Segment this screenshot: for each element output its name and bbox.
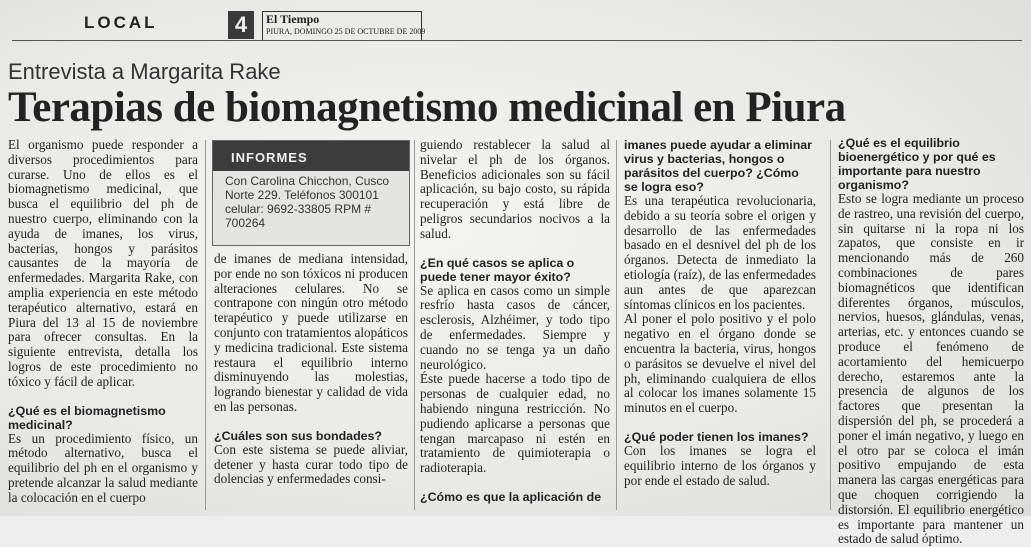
page-number: 4 — [228, 11, 254, 39]
dateline: PIURA, DOMINGO 25 DE OCTUBRE DE 2009 — [266, 27, 426, 36]
article-title: Terapias de biomagnetismo medicinal en Piura — [8, 84, 846, 131]
answer-paragraph: Al poner el polo positivo y el polo negativo en el órgano donde se encuentra la bacteria, virus, hongos o parásitos se devuelve el nivel del ph, eliminando cualquiera de ellos al colocar los imanes solamente 15 minutos en el cuerpo. — [624, 311, 816, 416]
answer-paragraph: Es un procedimiento físico, un método alternativo, busca el equilibrio del ph en el organismo y pretende alcanzar la salud mediante la colocación en el cuerpo — [8, 430, 198, 505]
paper-name: El Tiempo — [266, 12, 320, 26]
body-paragraph: guiendo restablecer la salud al nivelar el ph de los órganos. Beneficios adicionales son su fácil aplicación, su bajo costo, su rápida recuperación y está libre de peligros secundarios nocivos a la salud. — [420, 137, 610, 241]
question-heading: ¿Qué es el biomagnetismo medicinal? — [8, 403, 166, 432]
question-heading: ¿Qué es el equilibrio bioenergético y por qué es importante para nuestro organismo? — [838, 136, 996, 192]
article-subtitle: Entrevista a Margarita Rake — [8, 59, 281, 84]
column-divider — [616, 140, 617, 510]
column-divider — [414, 140, 415, 510]
info-box-body: Con Carolina Chicchon, Cusco Norte 229. Teléfonos 300101 celular: 9692-33805 RPM # 700264 — [225, 174, 390, 230]
answer-paragraph: Se aplica en casos como un simple resfrío hasta casos de cáncer, esclerosis, Alzhéimer, y todo tipo de enfermedades. Siempre y cuando no se tenga ya un daño neurológico. — [420, 282, 610, 372]
info-box-heading: INFORMES — [213, 141, 409, 171]
question-heading: imanes puede ayudar a eliminar virus y bacterias, hongos o parásitos del cuerpo? ¿Cómo se logra eso? — [624, 138, 813, 194]
body-paragraph: de imanes de mediana intensidad, por ende no son tóxicos ni producen alteraciones celulares. No se contrapone con ningún otro método terapéutico y puede utilizarse en conjunto con tratamientos alopáticos y medicina tradicional. Este sistema restaura el equilibrio interno disminuyendo las molestias, logrando bienestar y calidad de vida en las personas. — [214, 251, 408, 414]
answer-paragraph: Con los imanes se logra el equilibrio interno de los órganos y por ende el estado de salud. — [624, 442, 816, 488]
answer-paragraph: Es una terapéutica revolucionaria, debido a su teoría sobre el origen y desarrollo de las enfermedades basado en el desnivel del ph de los órganos. Detecta de inmediato la etiología (raíz), de las enfermedades aun antes de que aparezcan síntomas clínicos en los pacientes. — [624, 193, 816, 312]
column-4 — [624, 138, 816, 488]
section-label: LOCAL — [84, 13, 158, 32]
header-rule — [12, 40, 1022, 41]
question-heading: ¿En qué casos se aplica o puede tener mayor éxito? — [420, 255, 575, 284]
column-divider — [205, 140, 206, 510]
answer-paragraph: Esto se logra mediante un proceso de rastreo, una revisión del cuerpo, sin quitarse ni la ropa ni los zapatos, que consiste en ir mencionando más de 260 combinaciones de pares biomagnéticos que identifican diferentes órganos, músculos, nervios, huesos, glándulas, venas, arterias, etc. y entonces cuando se produce el fenómeno de acortamiento del hemicuerpo derecho, estaremos ante la presencia de algunos de los factores que presentan la dispersión del ph, se procederá a poner el imán negativo, y luego en el otro par se coloca el imán positivo empujando de esta manera las cargas energéticas para que choquen corrigiendo la distorsión. El equilibrio energético es importante para mantener un estado de salud óptimo. — [838, 191, 1024, 547]
column-1 — [8, 138, 198, 506]
answer-paragraph: Con este sistema se puede aliviar, detener y hasta curar todo tipo de dolencias y enfermedades consi- — [214, 441, 408, 487]
info-box — [212, 140, 410, 246]
column-divider — [830, 140, 831, 510]
question-heading: ¿Qué poder tienen los imanes? — [624, 429, 809, 444]
answer-paragraph: Éste puede hacerse a todo tipo de personas de cualquier edad, no habiendo ninguna restricción. No pudiendo aplicarse a personas que tengan marcapaso ni estén en tratamiento de quimioterapia o radioterapia. — [420, 371, 610, 476]
question-heading: ¿Cómo es que la aplicación de — [420, 489, 602, 504]
column-3 — [420, 138, 610, 504]
masthead-box — [262, 11, 426, 41]
column-5 — [838, 136, 1024, 547]
column-2 — [214, 252, 408, 487]
question-heading: ¿Cuáles son sus bondades? — [214, 428, 382, 443]
intro-paragraph: El organismo puede responder a diversos procedimientos para curarse. Uno de ellos es el biomagnetismo medicinal, que busca el equilibrio del ph de nuestro cuerpo, eliminando con la ayuda de imanes, los virus, bacterias, hongos y parásitos causantes de la mayoría de enfermedades. Margarita Rake, con amplia experiencia en este método terapéutico alternativo, estará en Piura del 13 al 15 de noviembre para ofrecer consultas. En la siguiente entrevista, detalla los logros de este procedimiento no tóxico y fácil de aplicar. — [8, 137, 198, 389]
